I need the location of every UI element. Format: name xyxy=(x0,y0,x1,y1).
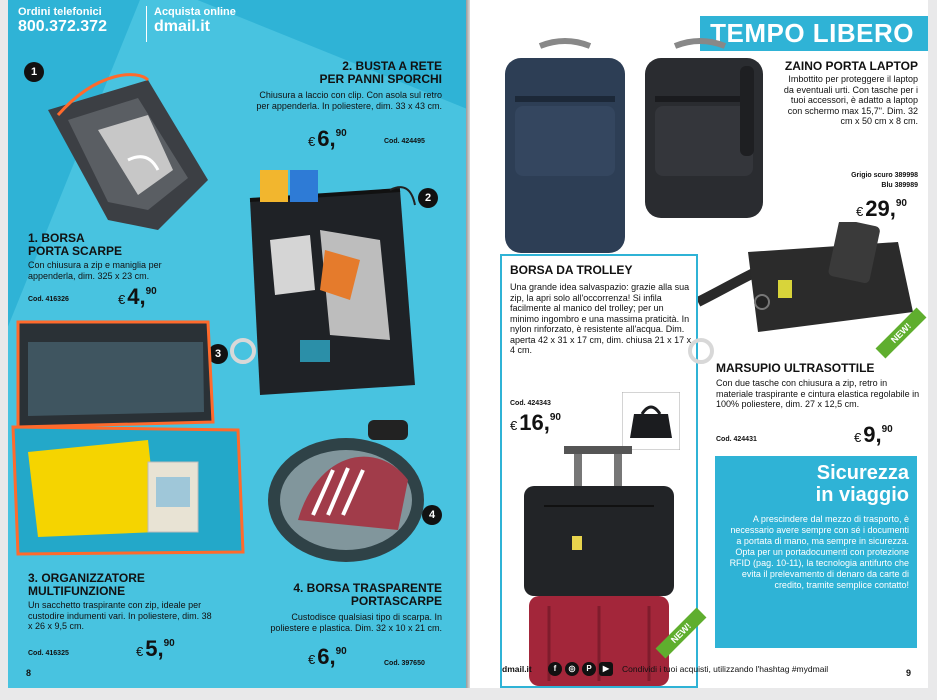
item-price: €5,90 xyxy=(136,636,175,661)
item-title: 4. BORSA TRASPARENTE PORTASCARPE xyxy=(293,581,442,608)
security-text: A prescindere dal mezzo di trasporto, è necessario avere sempre con sé i documenti a portata di mano, ma sempre in sicurezza. Opta per un portadocumenti con protezione RFID (pag. 10-11), la tecnologia antifurto che evita il prelevamento di denaro da carte di credito, tramite semplice contatto! xyxy=(729,514,909,590)
right-page xyxy=(470,0,928,688)
trolley-price: €16,90 xyxy=(510,410,561,435)
item-title: 1. BORSA PORTA SCARPE xyxy=(28,231,123,258)
instagram-icon[interactable]: ◎ xyxy=(565,662,579,676)
new-badge: NEW! xyxy=(876,308,927,359)
security-box xyxy=(715,456,917,648)
header-divider xyxy=(146,6,147,42)
item-title: 2. BUSTA A RETE PER PANNI SPORCHI xyxy=(319,59,442,86)
footer xyxy=(470,662,928,680)
item-description: Un sacchetto traspirante con zip, ideale per custodire indumenti vari. In poliestere, dim. 38 x 26 x 9,5 cm. xyxy=(28,600,212,631)
belt-description: Con due tasche con chiusura a zip, retro in materiale traspirante e cintura elastica regolabile in 100% poliestere, dim. 27 x 12,5 cm. xyxy=(716,378,920,409)
phone-number: 800.372.372 xyxy=(18,18,107,35)
item-price: €6,90 xyxy=(308,126,347,151)
item-number-badge: 4 xyxy=(422,505,442,525)
belt-price: €9,90 xyxy=(854,422,893,447)
page-number: 9 xyxy=(906,668,912,678)
item-description: Custodisce qualsiasi tipo di scarpa. In poliestere e plastica. Dim. 32 x 10 x 21 cm. xyxy=(270,612,442,633)
left-page xyxy=(8,0,466,688)
phone-label: Ordini telefonici xyxy=(18,6,102,18)
youtube-icon[interactable]: ▶ xyxy=(599,662,613,676)
organizer-bag-image xyxy=(8,312,248,562)
trolley-title: BORSA DA TROLLEY xyxy=(510,263,633,277)
item-title: 3. ORGANIZZATORE MULTIFUNZIONE xyxy=(28,571,145,598)
item-price: €4,90 xyxy=(118,284,157,309)
laptop-code-grey: Grigio scuro 389998 xyxy=(851,172,918,179)
transparent-shoe-bag-image xyxy=(258,410,438,580)
site-link[interactable]: dmail.it xyxy=(154,18,211,35)
item-code: Cod. 397650 xyxy=(384,660,425,667)
belt-title: MARSUPIO ULTRASOTTILE xyxy=(716,361,875,375)
item-description: Chiusura a laccio con clip. Con asola sul retro per appenderla. In poliestere, dim. 33 x 43 cm. xyxy=(256,90,442,111)
laptop-price: €29,90 xyxy=(856,196,907,221)
facebook-icon[interactable]: f xyxy=(548,662,562,676)
share-text: Condividi i tuoi acquisti, utilizzando l'hashtag #mydmail xyxy=(622,664,829,674)
phone-order-block xyxy=(18,6,107,36)
item-code: Cod. 424495 xyxy=(384,138,425,145)
laptop-description: Imbottito per proteggere il laptop da eventuali urti. Con tasche per i tuoi accessori, è adatto a laptop con schermo max 15,7". Dim. 32 cm x 50 cm x 8 cm. xyxy=(783,74,918,126)
section-title: TEMPO LIBERO xyxy=(700,16,928,51)
item-code: Cod. 416325 xyxy=(28,650,69,657)
item-price: €6,90 xyxy=(308,644,347,669)
item-code: Cod. 416326 xyxy=(28,296,69,303)
laundry-mesh-bag-image xyxy=(240,170,420,400)
item-number-badge: 1 xyxy=(24,62,44,82)
security-heading: Sicurezza in viaggio xyxy=(815,462,909,506)
laptop-title: ZAINO PORTA LAPTOP xyxy=(784,59,918,73)
trolley-description: Una grande idea salvaspazio: grazie alla sua zip, la apri solo all'occorrenza! Si infila facilmente al manico del trolley; per un minimo ingombro e una massima praticità. In nylon rinforzato, è resistente all'acqua. Dim. aperta 42 x 31 x 17 cm, dim. chiusa 21 x 17 x 4 cm. xyxy=(510,282,692,355)
folded-bag-thumbnail xyxy=(622,392,680,450)
item-number-badge: 2 xyxy=(418,188,438,208)
online-label: Acquista online xyxy=(154,6,236,18)
footer-site-link[interactable]: dmail.it xyxy=(502,664,532,674)
online-order-block xyxy=(154,6,236,36)
pinterest-icon[interactable]: P xyxy=(582,662,596,676)
belt-code: Cod. 424431 xyxy=(716,436,757,443)
new-badge: NEW! xyxy=(656,608,707,659)
shoe-bag-image xyxy=(38,70,218,240)
belt-bag-image xyxy=(698,222,920,352)
page-number: 8 xyxy=(26,668,32,678)
laptop-code-blue: Blu 389989 xyxy=(881,182,918,189)
item-description: Con chiusura a zip e maniglia per appenderla, dim. 325 x 23 cm. xyxy=(28,260,162,281)
trolley-bag-box xyxy=(500,254,698,688)
trolley-code: Cod. 424343 xyxy=(510,400,551,407)
item-number-badge: 3 xyxy=(208,344,228,364)
